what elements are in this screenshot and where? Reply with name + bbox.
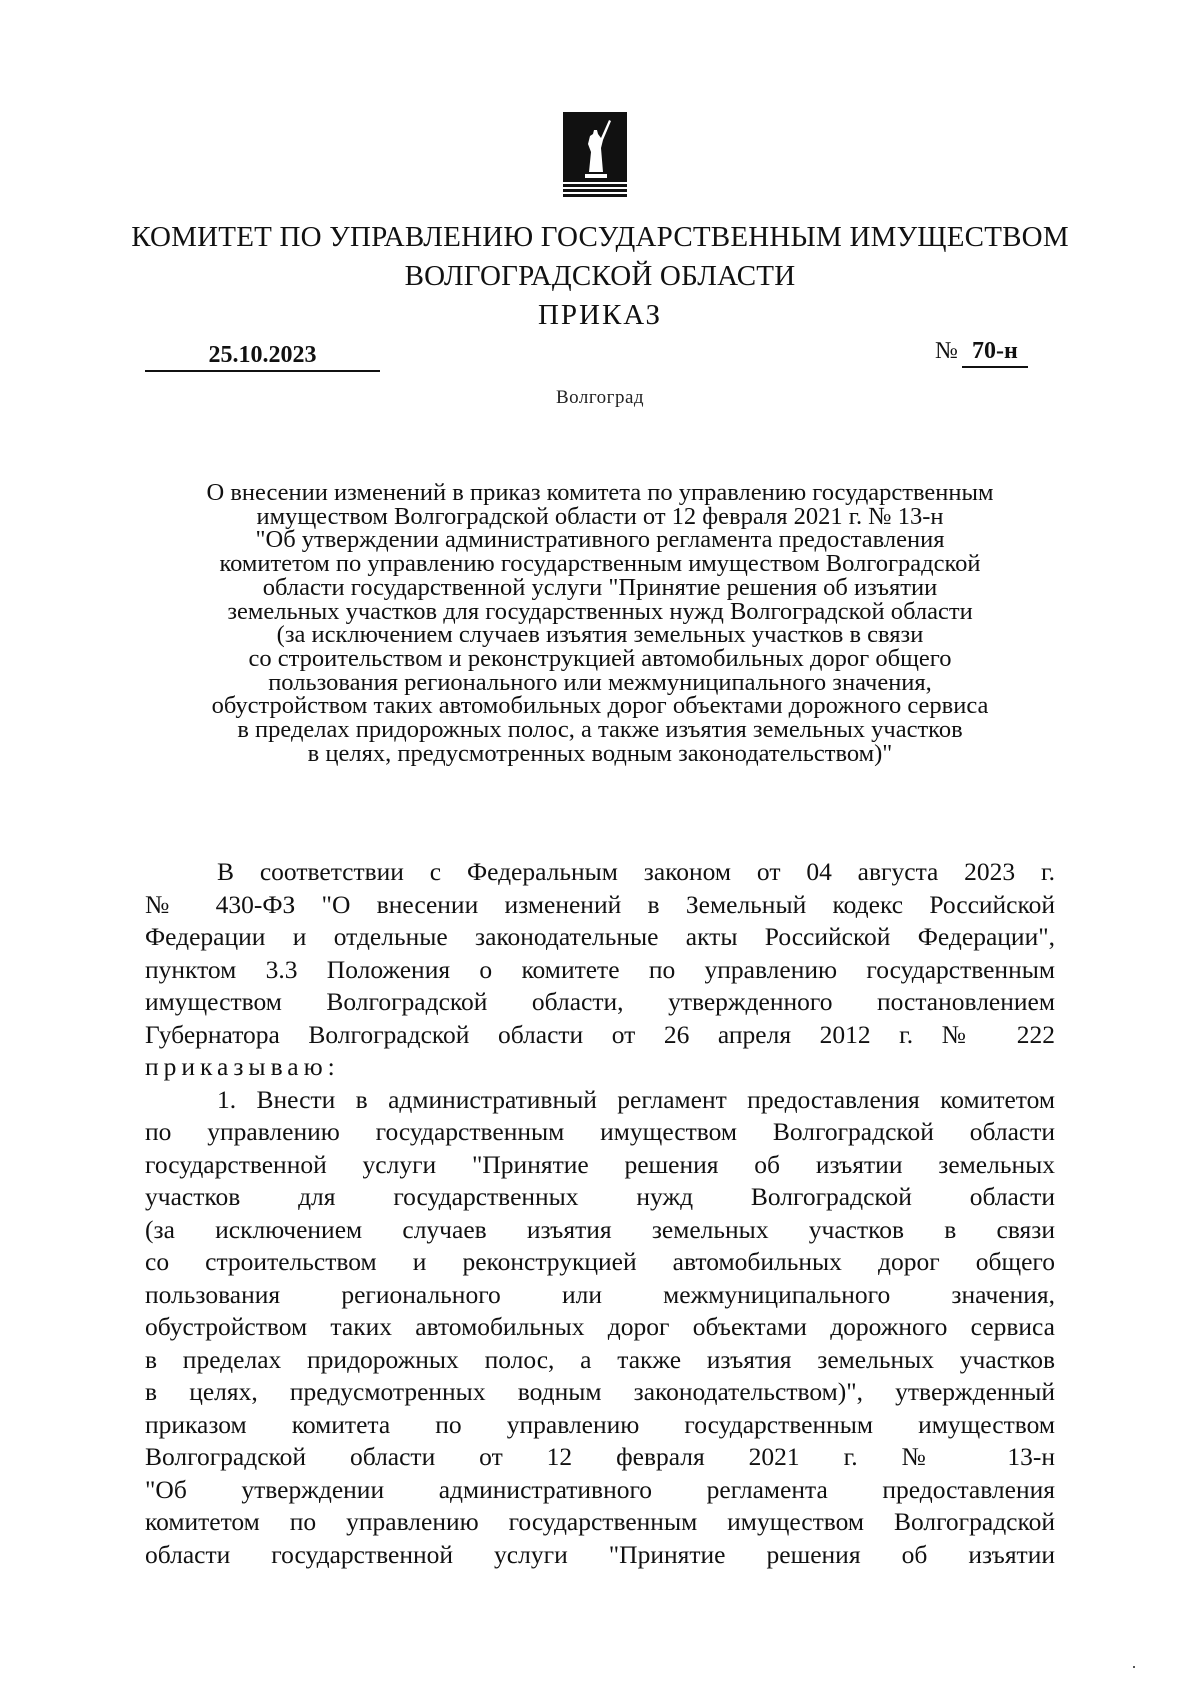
document-number-block [935, 336, 1028, 368]
title-line: обустройством таких автомобильных дорог объектами дорожного сервиса [211, 692, 989, 720]
body-line: со строительством и реконструкцией автомобильных дорог общего [145, 1247, 1055, 1276]
body-line-order-word: приказываю: [145, 1052, 340, 1081]
body-line: государственной услуги "Принятие решения об изъятии земельных [145, 1149, 1055, 1179]
title-line: земельных участков для государственных нужд Волгоградской области [227, 597, 973, 625]
title-line: имуществом Волгоградской области от 12 февраля 2021 г. № 13-н [256, 502, 944, 530]
header-line-2: ВОЛГОГРАДСКОЙ ОБЛАСТИ [404, 260, 796, 292]
body-line: в целях, предусмотренных водным законодательством)", утвержденный [145, 1377, 1055, 1406]
title-line: области государственной услуги "Принятие решения об изъятии [262, 573, 938, 601]
title-line: (за исключением случаев изъятия земельных участков в связи [276, 621, 924, 649]
body-line: В соответствии с Федеральным законом от 04 августа 2023 г. [217, 857, 1055, 886]
document-number: 70-н [962, 336, 1028, 368]
document-type: ПРИКАЗ [537, 299, 663, 331]
title-line: "Об утверждении административного регламента предоставления [255, 526, 945, 554]
title-line: пользования регионального или межмуниципального значения, [268, 668, 932, 696]
body-line: Федерации и отдельные законодательные акты Российской Федерации", [145, 922, 1055, 951]
header-line-1: КОМИТЕТ ПО УПРАВЛЕНИЮ ГОСУДАРСТВЕННЫМ ИМУЩЕСТВОМ [131, 221, 1069, 253]
title-line: О внесении изменений в приказ комитета по управлению государственным [206, 479, 994, 506]
body-line: по управлению государственным имуществом Волгоградской области [145, 1117, 1055, 1146]
body-line: пунктом 3.3 Положения о комитете по управлению государственным [145, 954, 1055, 984]
document-city: Волгоград [555, 387, 645, 408]
document-body [145, 856, 1055, 1571]
body-line: комитетом по управлению государственным имуществом Волгоградской [145, 1507, 1055, 1536]
scan-speck [1133, 1666, 1135, 1668]
body-line: Волгоградской области от 12 февраля 2021 г. № 13-н [145, 1442, 1055, 1471]
body-line: приказом комитета по управлению государственным имуществом [145, 1409, 1055, 1439]
body-line: имуществом Волгоградской области, утвержденного постановлением [145, 987, 1055, 1016]
title-line: со строительством и реконструкцией автомобильных дорог общего [248, 644, 952, 672]
body-line: "Об утверждении административного регламента предоставления [145, 1474, 1055, 1504]
body-line: в пределах придорожных полос, а также изъятия земельных участков [145, 1344, 1055, 1374]
body-line: обустройством таких автомобильных дорог объектами дорожного сервиса [145, 1312, 1055, 1341]
title-line: в целях, предусмотренных водным законодательством)" [307, 739, 893, 767]
body-line: № 430-ФЗ "О внесении изменений в Земельный кодекс Российской [145, 889, 1055, 919]
number-sign: № [935, 338, 958, 364]
body-line: 1. Внести в административный регламент предоставления комитетом [217, 1084, 1055, 1114]
organization-header [0, 218, 1200, 335]
body-line: области государственной услуги "Принятие решения об изъятии [145, 1539, 1055, 1569]
body-line: участков для государственных нужд Волгоградской области [145, 1182, 1055, 1211]
title-line: комитетом по управлению государственным имуществом Волгоградской [219, 550, 981, 578]
body-line: Губернатора Волгоградской области от 26 апреля 2012 г. № 222 [145, 1019, 1055, 1049]
title-line: в пределах придорожных полос, а также изъятия земельных участков [237, 716, 963, 744]
body-line: (за исключением случаев изъятия земельных участков в связи [145, 1214, 1055, 1244]
document-title [130, 481, 1070, 765]
document-date: 25.10.2023 [145, 340, 380, 372]
body-line: пользования регионального или межмуниципального значения, [145, 1279, 1055, 1309]
coat-of-arms-icon [563, 112, 627, 202]
